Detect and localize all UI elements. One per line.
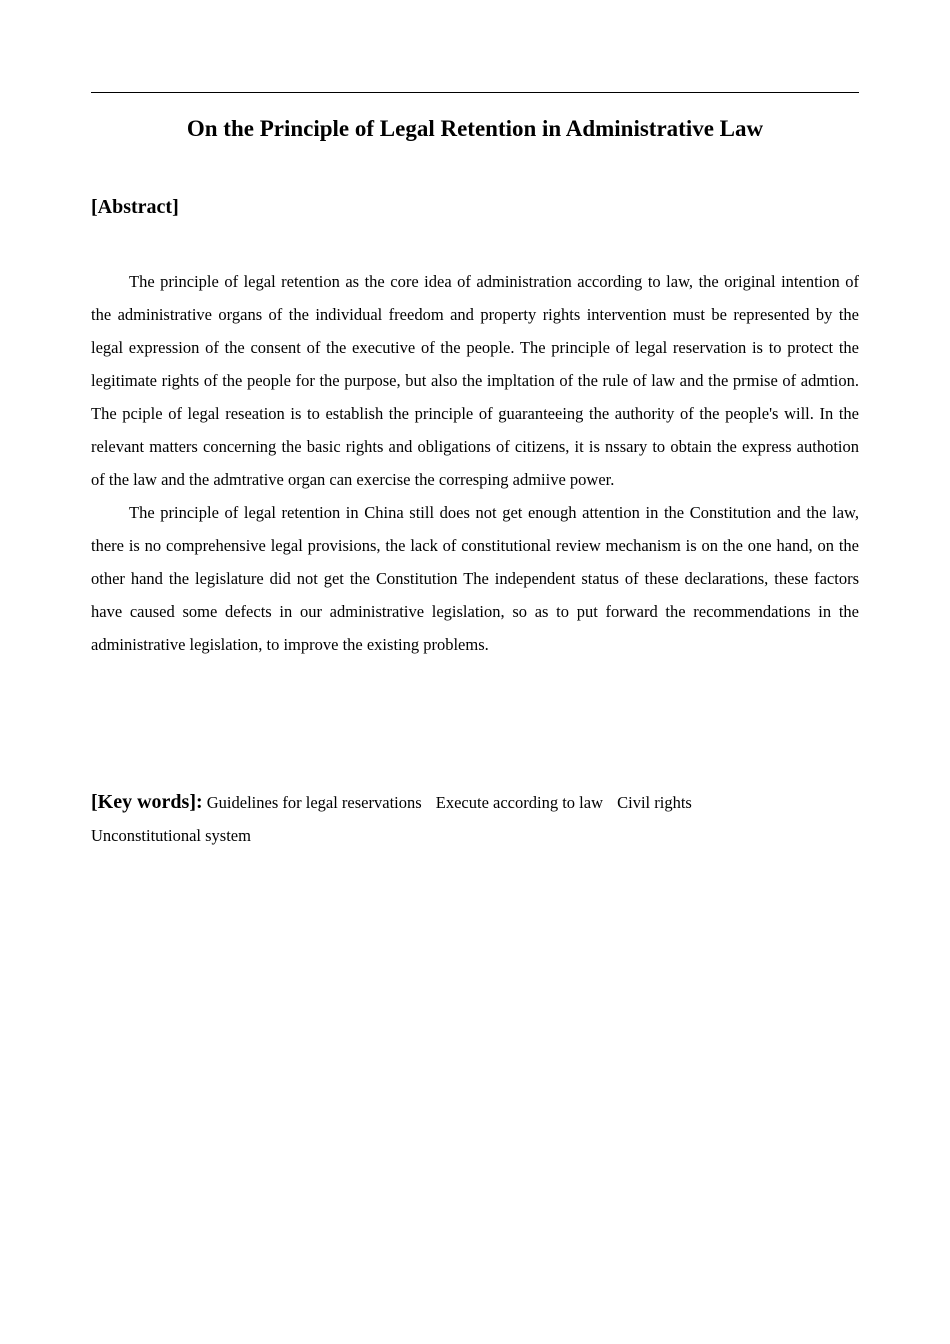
keyword-item: Guidelines for legal reservations: [206, 793, 422, 812]
keyword-item: Unconstitutional system: [91, 826, 251, 845]
keyword-item: Civil rights: [617, 793, 692, 812]
abstract-body: [91, 265, 859, 661]
abstract-paragraph-2: The principle of legal retention in China still does not get enough attention in the Constitution and the law, there is no comprehensive legal provisions, the lack of constitutional review mechanism is on the one hand, on the other hand the legislature did not get the Constitution The independent status of these declarations, these factors have caused some defects in our administrative legislation, so as to put forward the recommendations in the administrative legislation, to improve the existing problems.: [91, 503, 859, 654]
abstract-heading: [Abstract]: [91, 196, 179, 218]
keyword-item: Execute according to law: [435, 793, 603, 812]
keywords-line: [91, 786, 791, 852]
abstract-paragraph-1: The principle of legal retention as the core idea of administration according to law, the original intention of the administrative organs of the individual freedom and property rights intervention must be represented by the legal expression of the consent of the executive of the people. The principle of legal reservation is to protect the legitimate rights of the people for the purpose, but also the impltation of the rule of law and the prmise of admtion. The pciple of legal reseation is to establish the principle of guaranteeing the authority of the people's will. In the relevant matters concerning the basic rights and obligations of citizens, it is nssary to obtain the express authotion of the law and the admtrative organ can exercise the corresping admiive power.: [91, 272, 859, 489]
top-divider: [91, 92, 859, 93]
document-title: On the Principle of Legal Retention in Administrative Law: [186, 116, 764, 141]
keywords-label: [Key words]:: [91, 791, 203, 813]
